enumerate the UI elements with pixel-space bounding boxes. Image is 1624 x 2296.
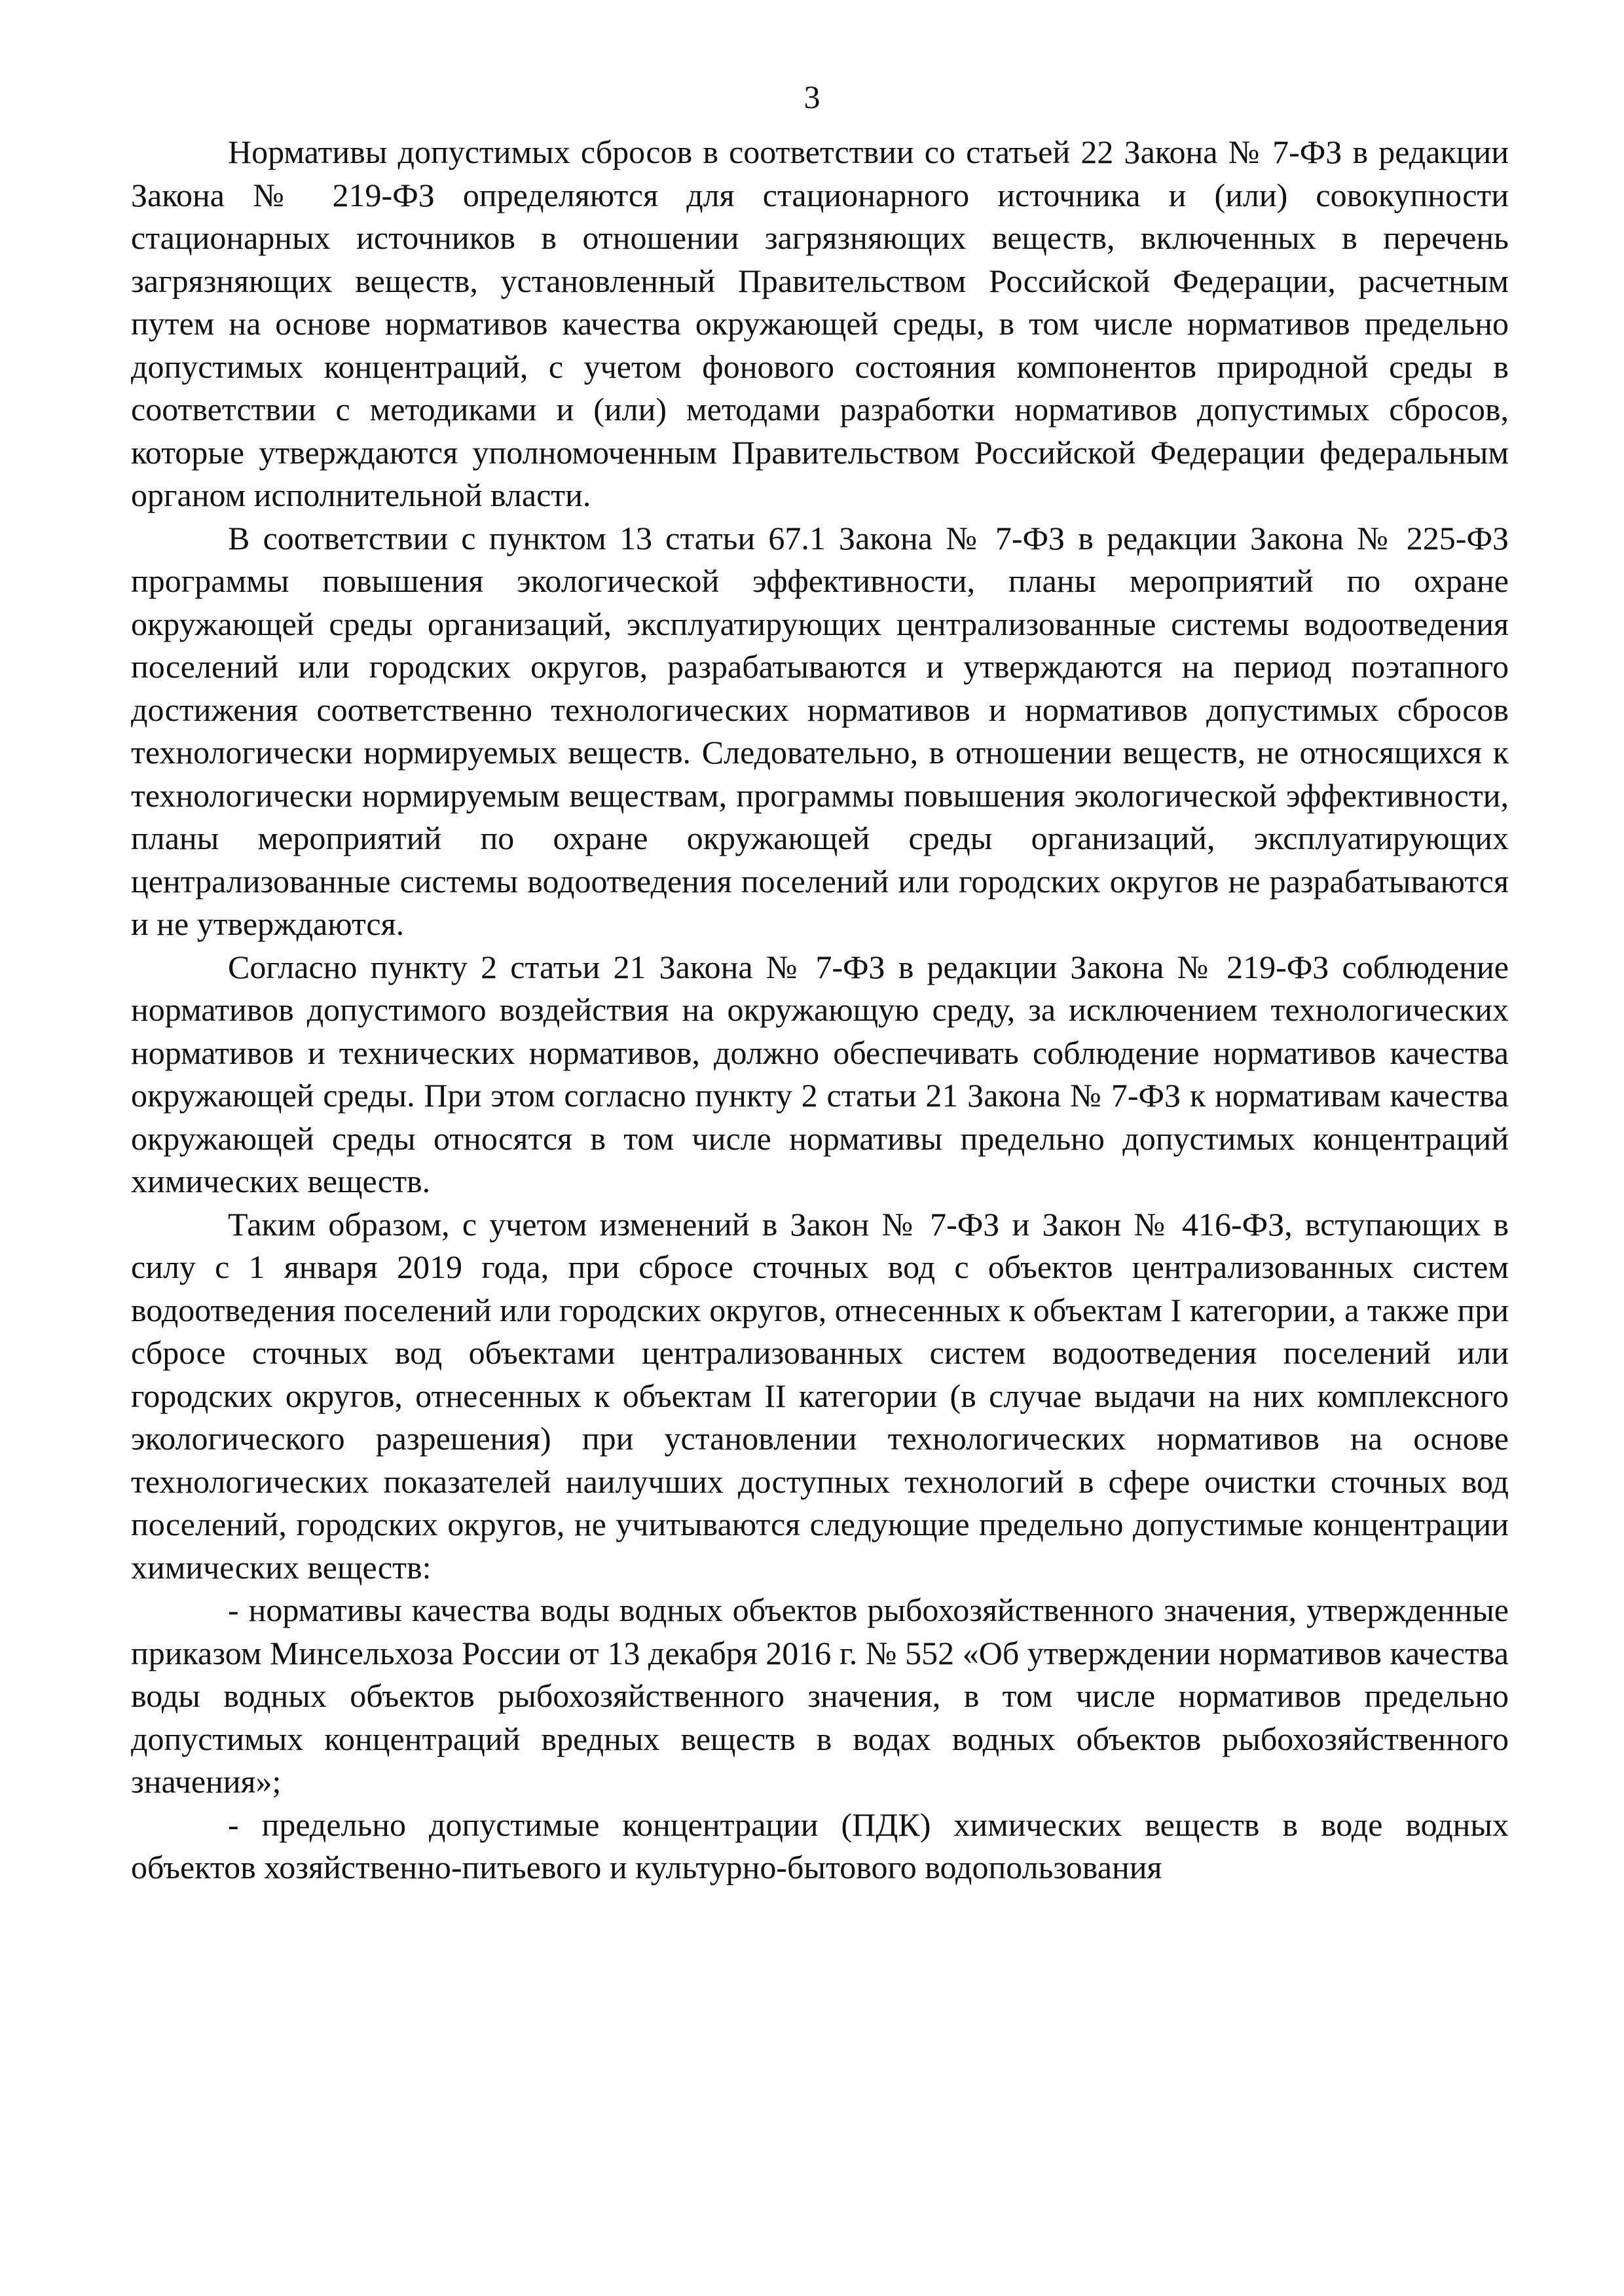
paragraph-conclusion: Таким образом, с учетом изменений в Закон № 7-ФЗ и Закон № 416-ФЗ, вступающих в силу с 1 января 2019 года, при сбросе сточных вод с объектов централизованных систем водоотведения поселений или городских округов, отнесенных к объектам I категории, а также при сбросе сточных вод объектами централизованных систем водоотведения поселений или городских округов, отнесенных к объектам II категории (в случае выдачи на них комплексного экологического разрешения) при установлении технологических нормативов на основе технологических показателей наилучших доступных технологий в сфере очистки сточных вод поселений, городских округов, не учитываются следующие предельно допустимые концентрации химических веществ: xyxy=(131,1205,1509,1586)
document-body xyxy=(131,131,1509,1889)
list-item-mac-drinking-water: - предельно допустимые концентрации (ПДК) химических веществ в воде водных объектов хозяйственно-питьевого и культурно-бытового водопользования xyxy=(131,1806,1509,1886)
page-number: 3 xyxy=(803,79,821,115)
paragraph-impact-norms: Согласно пункту 2 статьи 21 Закона № 7-ФЗ в редакции Закона № 219-ФЗ соблюдение нормативов допустимого воздействия на окружающую среду, за исключением технологических нормативов и технических нормативов, должно обеспечивать соблюдение нормативов качества окружающей среды. При этом согласно пункту 2 статьи 21 Закона № 7-ФЗ к нормативам качества окружающей среды относятся в том числе нормативы предельно допустимых концентраций химических веществ. xyxy=(131,948,1509,1199)
paragraph-discharge-norms: Нормативы допустимых сбросов в соответствии со статьей 22 Закона № 7-ФЗ в редакции Закона № 219-ФЗ определяются для стационарного источника и (или) совокупности стационарных источников в отношении загрязняющих веществ, включенных в перечень загрязняющих веществ, установленный Правительством Российской Федерации, расчетным путем на основе нормативов качества окружающей среды, в том числе нормативов предельно допустимых концентраций, с учетом фонового состояния компонентов природной среды в соответствии с методиками и (или) методами разработки нормативов допустимых сбросов, которые утверждаются уполномоченным Правительством Российской Федерации федеральным органом исполнительной власти. xyxy=(131,134,1509,513)
paragraph-eco-programs: В соответствии с пунктом 13 статьи 67.1 Закона № 7-ФЗ в редакции Закона № 225-ФЗ программы повышения экологической эффективности, планы мероприятий по охране окружающей среды организаций, эксплуатирующих централизованные системы водоотведения поселений или городских округов, разрабатываются и утверждаются на период поэтапного достижения соответственно технологических нормативов и нормативов допустимых сбросов технологически нормируемых веществ. Следовательно, в отношении веществ, не относящихся к технологически нормируемым веществам, программы повышения экологической эффективности, планы мероприятий по охране окружающей среды организаций, эксплуатирующих централизованные системы водоотведения поселений или городских округов не разрабатываются и не утверждаются. xyxy=(131,519,1509,942)
list-item-fishery-norms: - нормативы качества воды водных объектов рыбохозяйственного значения, утвержденные приказом Минсельхоза России от 13 декабря 2016 г. № 552 «Об утверждении нормативов качества воды водных объектов рыбохозяйственного значения, в том числе нормативов предельно допустимых концентраций вредных веществ в водах водных объектов рыбохозяйственного значения»; xyxy=(131,1592,1509,1800)
